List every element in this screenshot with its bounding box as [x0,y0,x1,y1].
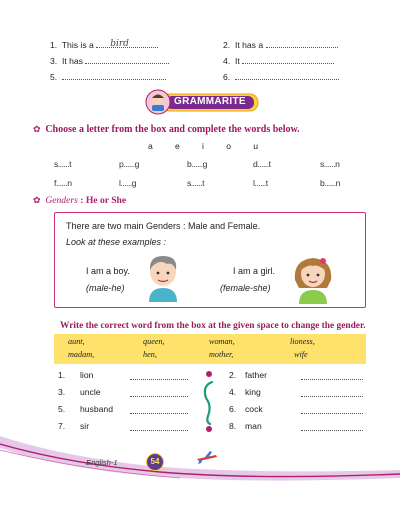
section1-heading [33,124,300,135]
exercise-item-4: 4. It [223,56,334,66]
exercise-item-3: 3. It has [50,56,169,66]
girl-illustration [291,250,335,306]
answer-blank[interactable] [301,379,363,380]
gender-item: 8. man [229,421,236,431]
gender-item: 4. king [229,387,236,397]
girl-note: (female-she) [220,283,271,293]
boy-note: (male-he) [86,283,125,293]
word-blank[interactable]: s......t [187,178,205,188]
answer-blank[interactable] [85,63,169,64]
word-blank[interactable]: b......g [187,159,207,169]
gender-item: 2. father [229,370,236,380]
word-box-item: aunt, [68,337,85,346]
answer-blank[interactable] [266,47,338,48]
answer-blank[interactable] [130,396,188,397]
banner-title: GRAMMARITE [174,96,246,107]
flower-bullet-icon: ✿ [33,195,41,205]
airplane-icon [196,450,218,468]
footer-book-title: English-1 [86,458,118,467]
answer-blank[interactable] [235,79,339,80]
girl-sentence: I am a girl. [233,266,276,276]
word-blank[interactable]: b......n [320,178,340,188]
gender-item: 1. lion [58,370,65,380]
letter-box [148,141,258,151]
grammarite-banner [144,88,262,116]
boy-sentence: I am a boy. [86,266,130,276]
word-box [54,334,366,364]
word-box-item: lioness, [290,337,315,346]
word-blank[interactable]: l......g [119,178,137,188]
genders-subtitle: : He or She [80,195,127,206]
genders-title: Genders [45,195,78,206]
section3-instruction: Write the correct word from the box at the given space to change the gender. [60,321,366,331]
swirl-divider-icon [200,370,218,434]
word-blank[interactable]: f......n [54,178,72,188]
genders-intro: There are two main Genders : Male and Female. [66,221,261,231]
word-box-item: queen, [143,337,165,346]
word-blank[interactable]: p......g [119,159,139,169]
examples-label: Look at these examples : [66,237,167,247]
word-box-item: wife [294,350,308,359]
exercise-item-2: 2. It has a [223,40,338,50]
letter-option: u [253,141,258,151]
gender-item: 3. uncle [58,387,65,397]
exercise-item-5: 5. [50,72,166,82]
exercise-item-1: 1. This is a bird [50,40,158,50]
word-blank[interactable]: s......t [54,159,72,169]
answer-blank[interactable] [62,79,166,80]
section1-instruction: Choose a letter from the box and complete the words below. [45,124,300,135]
gender-item: 5. husband [58,404,65,414]
exercise-item-6: 6. [223,72,339,82]
word-box-item: madam, [68,350,95,359]
section2-heading [33,195,126,206]
genders-example-box [54,212,366,308]
answer-blank[interactable]: bird [96,47,158,48]
letter-option: a [148,141,153,151]
answer-blank[interactable] [301,413,363,414]
answer-blank[interactable] [242,63,334,64]
footer-swoosh [0,430,400,508]
page-number: 54 [146,453,164,471]
letter-option: o [226,141,231,151]
word-box-item: hen, [143,350,157,359]
letter-option: e [175,141,180,151]
letter-option: i [202,141,204,151]
word-blank[interactable]: l......t [253,178,268,188]
word-blank[interactable]: d......t [253,159,271,169]
flower-bullet-icon: ✿ [33,124,41,134]
gender-item: 7. sir [58,421,65,431]
word-box-item: mother, [209,350,234,359]
boy-illustration [143,250,183,304]
word-box-item: woman, [209,337,235,346]
gender-item: 6. cock [229,404,236,414]
answer-blank[interactable] [301,396,363,397]
answer-blank[interactable] [130,379,188,380]
word-blank[interactable]: s......n [320,159,340,169]
answer-blank[interactable] [130,413,188,414]
